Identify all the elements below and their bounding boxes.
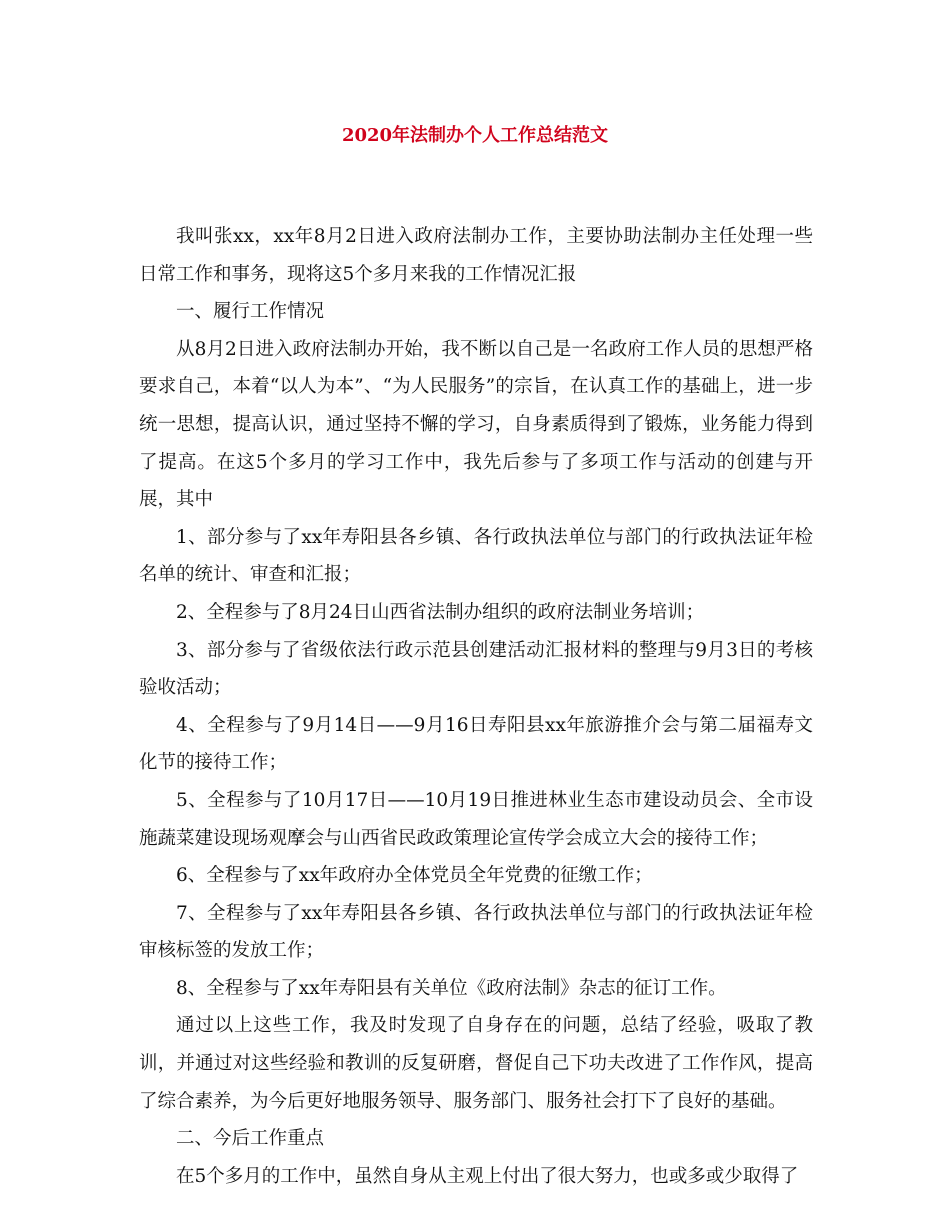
list-item-4: 4、全程参与了9月14日——9月16日寿阳县xx年旅游推介会与第二届福寿文化节的接待工作；	[139, 714, 813, 774]
document-title: 2020年法制办个人工作总结范文	[341, 125, 609, 146]
paragraph-future: 在5个多月的工作中，虽然自身从主观上付出了很大努力，也或多或少取得了	[176, 1165, 799, 1187]
paragraph-reflection: 通过以上这些工作，我及时发现了自身存在的问题，总结了经验，吸取了教训，并通过对这些经验和教训的反复研磨，督促自己下功夫改进了工作作风，提高了综合素养，为今后更好地服务领导、服务部门、服务社会打下了良好的基础。	[139, 1015, 813, 1112]
list-item-1: 1、部分参与了xx年寿阳县各乡镇、各行政执法单位与部门的行政执法证年检名单的统计、审查和汇报；	[139, 526, 813, 586]
list-item-6: 6、全程参与了xx年政府办全体党员全年党费的征缴工作；	[176, 865, 653, 887]
list-item-8: 8、全程参与了xx年寿阳县有关单位《政府法制》杂志的征订工作。	[176, 977, 727, 999]
paragraph-intro: 我叫张xx，xx年8月2日进入政府法制办工作，主要协助法制办主任处理一些日常工作和事务，现将这5个多月来我的工作情况汇报	[139, 226, 813, 285]
section-heading-duties: 一、履行工作情况	[176, 301, 325, 323]
list-item-3: 3、部分参与了省级依法行政示范县创建活动汇报材料的整理与9月3日的考核验收活动；	[139, 639, 813, 699]
list-item-2: 2、全程参与了8月24日山西省法制办组织的政府法制业务培训；	[176, 601, 705, 623]
document-body	[139, 218, 813, 1195]
paragraph-duties-summary: 从8月2日进入政府法制办开始，我不断以自己是一名政府工作人员的思想严格要求自己，本着“以人为本”、“为人民服务”的宗旨，在认真工作的基础上，进一步统一思想，提高认识，通过坚持不懈的学习，自身素质得到了锻炼，业务能力得到了提高。在这5个多月的学习工作中，我先后参与了多项工作与活动的创建与开展，其中	[139, 338, 813, 511]
section-heading-future: 二、今后工作重点	[176, 1128, 325, 1150]
list-item-5: 5、全程参与了10月17日——10月19日推进林业生态市建设动员会、全市设施蔬菜建设现场观摩会与山西省民政政策理论宣传学会成立大会的接待工作；	[139, 789, 813, 849]
list-item-7: 7、全程参与了xx年寿阳县各乡镇、各行政执法单位与部门的行政执法证年检审核标签的发放工作；	[139, 902, 813, 962]
